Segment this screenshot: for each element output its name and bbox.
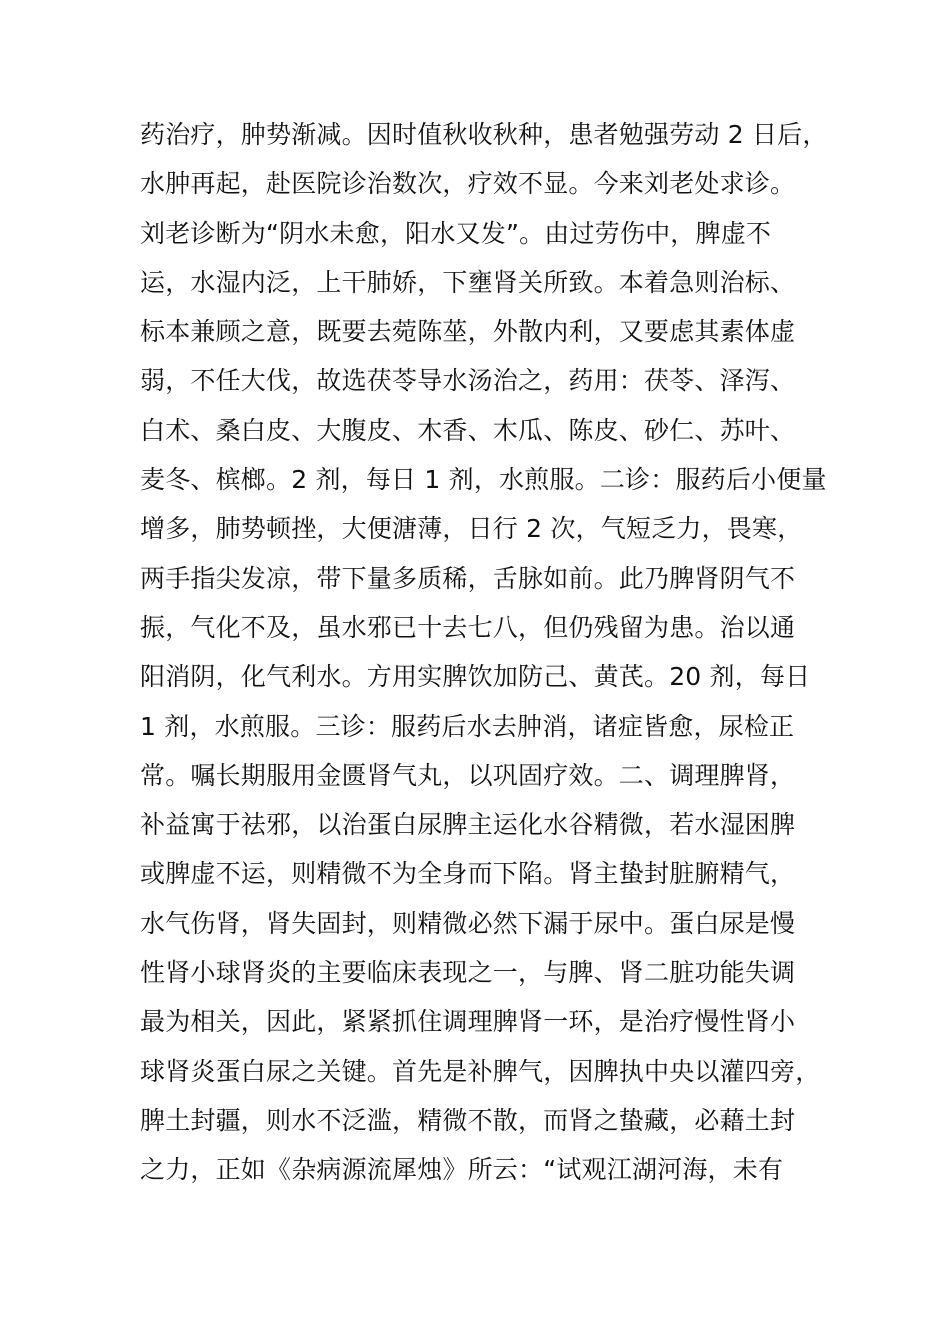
text-line: 性肾小球肾炎的主要临床表现之一，与脾、肾二脏功能失调 xyxy=(140,958,796,988)
text-line: 常。嘱长期服用金匮肾气丸，以巩固疗效。二、调理脾肾， xyxy=(140,760,796,790)
text-line: 两手指尖发凉，带下量多质稀，舌脉如前。此乃脾肾阴气不 xyxy=(140,563,796,593)
text-line: 之力，正如《杂病源流犀烛》所云：“试观江湖河海，未有 xyxy=(140,1155,784,1185)
text-line: 振，气化不及，虽水邪已十去七八，但仍残留为患。治以通 xyxy=(140,612,796,642)
text-line: 1 剂，水煎服。三诊：服药后水去肿消，诸症皆愈，尿检正 xyxy=(140,711,795,741)
text-line: 水肿再起，赴医院诊治数次，疗效不显。今来刘老处求诊。 xyxy=(140,169,796,199)
text-line: 药治疗，肿势渐减。因时值秋收秋种，患者勉强劳动 2 日后， xyxy=(140,120,828,149)
text-line: 补益寓于祛邪，以治蛋白尿脾主运化水谷精微，若水湿困脾 xyxy=(140,810,796,840)
text-line: 阳消阴，化气利水。方用实脾饮加防己、黄芪。20 剂，每日 xyxy=(140,662,811,692)
text-line: 或脾虚不运，则精微不为全身而下陷。肾主蛰封脏腑精气， xyxy=(140,859,796,889)
text-line: 标本兼顾之意，既要去菀陈莝，外散内利，又要虑其素体虚 xyxy=(140,317,796,347)
text-line: 水气伤肾，肾失固封，则精微必然下漏于尿中。蛋白尿是慢 xyxy=(140,908,796,938)
text-line: 最为相关，因此，紧紧抓住调理脾肾一环，是治疗慢性肾小 xyxy=(140,1007,796,1037)
text-line: 刘老诊断为“阴水未愈，阳水又发”。由过劳伤中，脾虚不 xyxy=(140,218,772,248)
text-line: 运，水湿内泛，上干肺娇，下壅肾关所致。本着急则治标、 xyxy=(140,267,796,297)
text-line: 白术、桑白皮、大腹皮、木香、木瓜、陈皮、砂仁、苏叶、 xyxy=(140,415,796,445)
text-line: 球肾炎蛋白尿之关键。首先是补脾气，因脾执中央以灌四旁， xyxy=(140,1056,821,1086)
text-line: 增多，肺势顿挫，大便溏薄，日行 2 次，气短乏力，畏寒， xyxy=(140,514,803,544)
body-text xyxy=(140,110,840,1195)
text-line: 脾土封疆，则水不泛滥，精微不散，而肾之蛰藏，必藉土封 xyxy=(140,1105,796,1135)
text-line: 弱，不任大伐，故选茯苓导水汤治之，药用：茯苓、泽泻、 xyxy=(140,366,796,396)
text-line: 麦冬、槟榔。2 剂，每日 1 剂，水煎服。二诊：服药后小便量 xyxy=(140,465,827,495)
